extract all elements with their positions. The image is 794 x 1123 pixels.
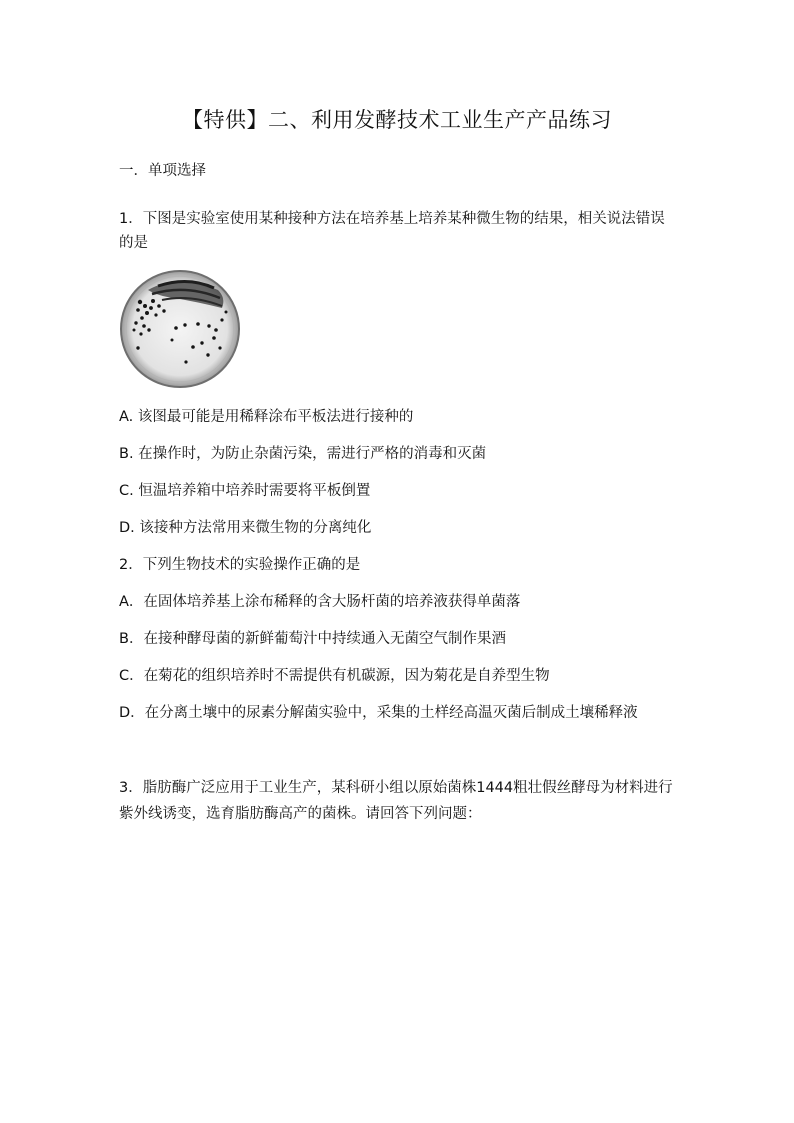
question-2-option-d: D．在分离土壤中的尿素分解菌实验中，采集的土样经高温灭菌后制成土壤稀释液 [119,705,638,721]
question-1-option-c: C. 恒温培养箱中培养时需要将平板倒置 [119,483,371,499]
question-2-option-a: A．在固体培养基上涂布稀释的含大肠杆菌的培养液获得单菌落 [119,594,521,610]
question-2-stem: 2．下列生物技术的实验操作正确的是 [119,557,361,573]
question-1-stem-line1: 1．下图是实验室使用某种接种方法在培养基上培养某种微生物的结果，相关说法错误 [119,211,665,227]
question-1-stem-line2: 的是 [119,235,148,251]
section-heading: 一．单项选择 [119,163,206,179]
petri-dish-image [118,268,242,390]
document-title: 【特供】二、利用发酵技术工业生产产品练习 [182,108,612,132]
question-2-option-c: C．在菊花的组织培养时不需提供有机碳源，因为菊花是自养型生物 [119,668,550,684]
question-1-option-b: B. 在操作时，为防止杂菌污染，需进行严格的消毒和灭菌 [119,446,487,462]
question-1-option-d: D. 该接种方法常用来微生物的分离纯化 [119,520,372,536]
question-2-option-b: B．在接种酵母菌的新鲜葡萄汁中持续通入无菌空气制作果酒 [119,631,506,647]
question-3-stem-line2: 紫外线诱变，选育脂肪酶高产的菌株。请回答下列问题： [119,806,482,822]
question-3-stem-line1: 3．脂肪酶广泛应用于工业生产，某科研小组以原始菌株1444粗壮假丝酵母为材料进行 [119,780,673,796]
question-1-option-a: A. 该图最可能是用稀释涂布平板法进行接种的 [119,409,414,425]
